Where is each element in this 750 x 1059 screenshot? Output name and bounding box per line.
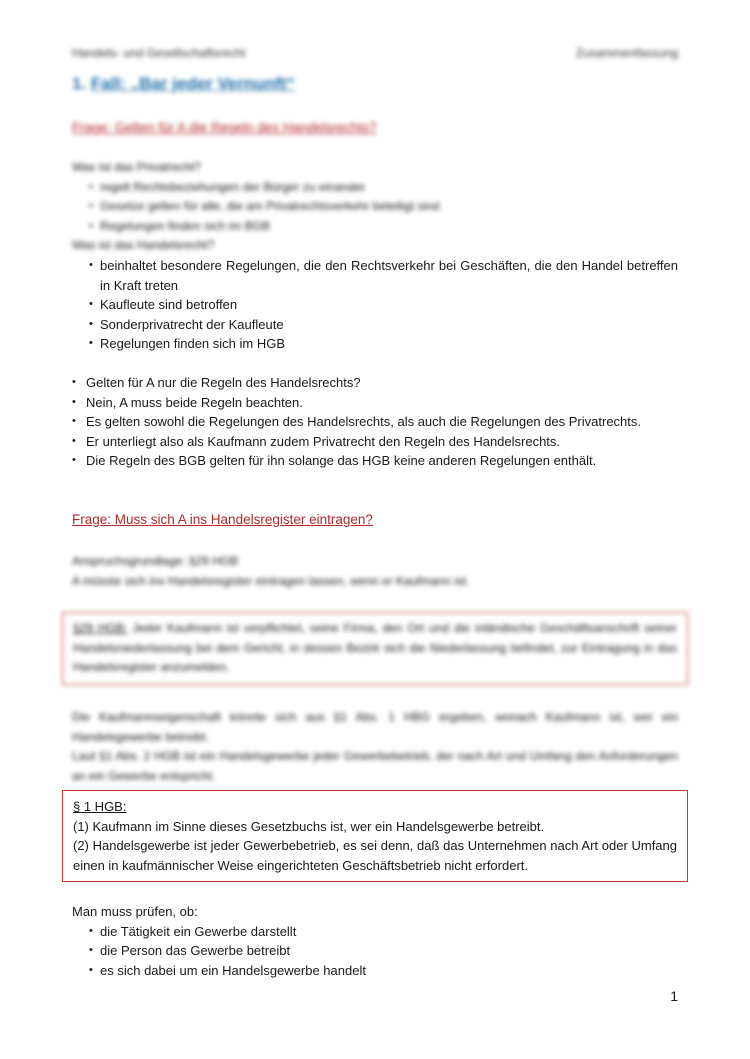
header-left: Handels- und Gesellschaftsrecht (72, 46, 246, 60)
anspruch-line-2: A müsste sich ins Handelsregister eintragen lassen, wenn er Kaufmann ist. (72, 573, 470, 588)
list-item: • Regelungen finden sich im HGB (72, 334, 678, 354)
list-item: • regelt Rechtsbeziehungen der Bürger zu einander (72, 178, 678, 198)
list-item: • Er unterliegt also als Kaufmann zudem Privatrecht den Regeln des Handelsrechts. (72, 432, 678, 452)
title-number: 1. (72, 74, 87, 93)
anspruch-line-1: Anspruchsgrundlage: §29 HGB (72, 554, 239, 568)
anspruch-block (72, 552, 678, 591)
check-list (72, 922, 678, 981)
box1-label: § 1 HGB: (73, 799, 127, 814)
para-2: Laut §1 Abs. 2 HGB ist ein Handelsgewerbe jeder Gewerbebetrieb, der nach Art und Umfang den Anforderungen an ein Gewerbe entspricht. (72, 749, 678, 783)
question-2: Frage: Muss sich A ins Handelsregister eintragen? (72, 512, 373, 527)
paragraph-1-box (62, 790, 688, 882)
title-text: Fall: „Bar jeder Vernunft“ (90, 74, 295, 93)
check-block (72, 902, 678, 980)
box1-p2: (2) Handelsgewerbe ist jeder Gewerbebetrieb, es sei denn, daß das Unternehmen nach Art oder Umfang einen in kaufmännischer Weise eingerichteten Geschäftsbetrieb nicht erfordert. (73, 838, 677, 873)
list-item: • Nein, A muss beide Regeln beachten. (72, 393, 678, 413)
list-item: • Gesetze gelten für alle, die am Privatrechtsverkehr beteiligt sind (72, 197, 678, 217)
list-item: • Die Regeln des BGB gelten für ihn solange das HGB keine anderen Regelungen enthält. (72, 451, 678, 471)
kaufmann-paragraphs (72, 708, 678, 786)
list-item: • Sonderprivatrecht der Kaufleute (72, 315, 678, 335)
privatrecht-block (72, 158, 678, 256)
header-right: Zusammenfassung (575, 46, 678, 60)
check-intro: Man muss prüfen, ob: (72, 904, 198, 919)
list-item: • beinhaltet besondere Regelungen, die den Rechtsverkehr bei Geschäften, die den Handel betreffen in Kraft treten (72, 256, 678, 295)
list-item: • Gelten für A nur die Regeln des Handelsrechts? (72, 373, 678, 393)
paragraph-29-box (62, 612, 688, 685)
list-item: • Kaufleute sind betroffen (72, 295, 678, 315)
para-1: Die Kaufmannseigenschaft könnte sich aus §1 Abs. 1 HBG ergeben, wonach Kaufmann ist, wer ein Handelsgewerbe betreibt. (72, 710, 678, 744)
answer-list (72, 373, 678, 471)
list-item: • es sich dabei um ein Handelsgewerbe handelt (72, 961, 678, 981)
box1-p1: (1) Kaufmann im Sinne dieses Gesetzbuchs ist, wer ein Handelsgewerbe betreibt. (73, 818, 545, 834)
list-item: • Regelungen finden sich im BGB (72, 217, 678, 237)
handelsrecht-heading: Was ist das Handelsrecht? (72, 238, 215, 252)
box29-label: §29 HGB: (73, 621, 128, 635)
handelsrecht-block (72, 256, 678, 354)
page-number: 1 (670, 988, 678, 1004)
question-1: Frage: Gelten für A die Regeln des Handelsrechts? (72, 120, 377, 135)
list-item: • Es gelten sowohl die Regelungen des Handelsrechts, als auch die Regelungen des Privatrechts. (72, 412, 678, 432)
privatrecht-list (72, 178, 678, 237)
list-item: • die Tätigkeit ein Gewerbe darstellt (72, 922, 678, 942)
page-title (72, 74, 295, 94)
answer-block (72, 373, 678, 471)
box29-text: Jeder Kaufmann ist verpflichtet, seine Firma, den Ort und die inländische Geschäftsanschrift seiner Handelsniederlassung bei dem Gericht, in dessen Bezirk sich die Niederlassung befindet, zur Eintragung in das Handelsregister anzumelden. (73, 621, 677, 674)
handelsrecht-list (72, 256, 678, 354)
list-item: • die Person das Gewerbe betreibt (72, 941, 678, 961)
privatrecht-heading: Was ist das Privatrecht? (72, 160, 201, 174)
